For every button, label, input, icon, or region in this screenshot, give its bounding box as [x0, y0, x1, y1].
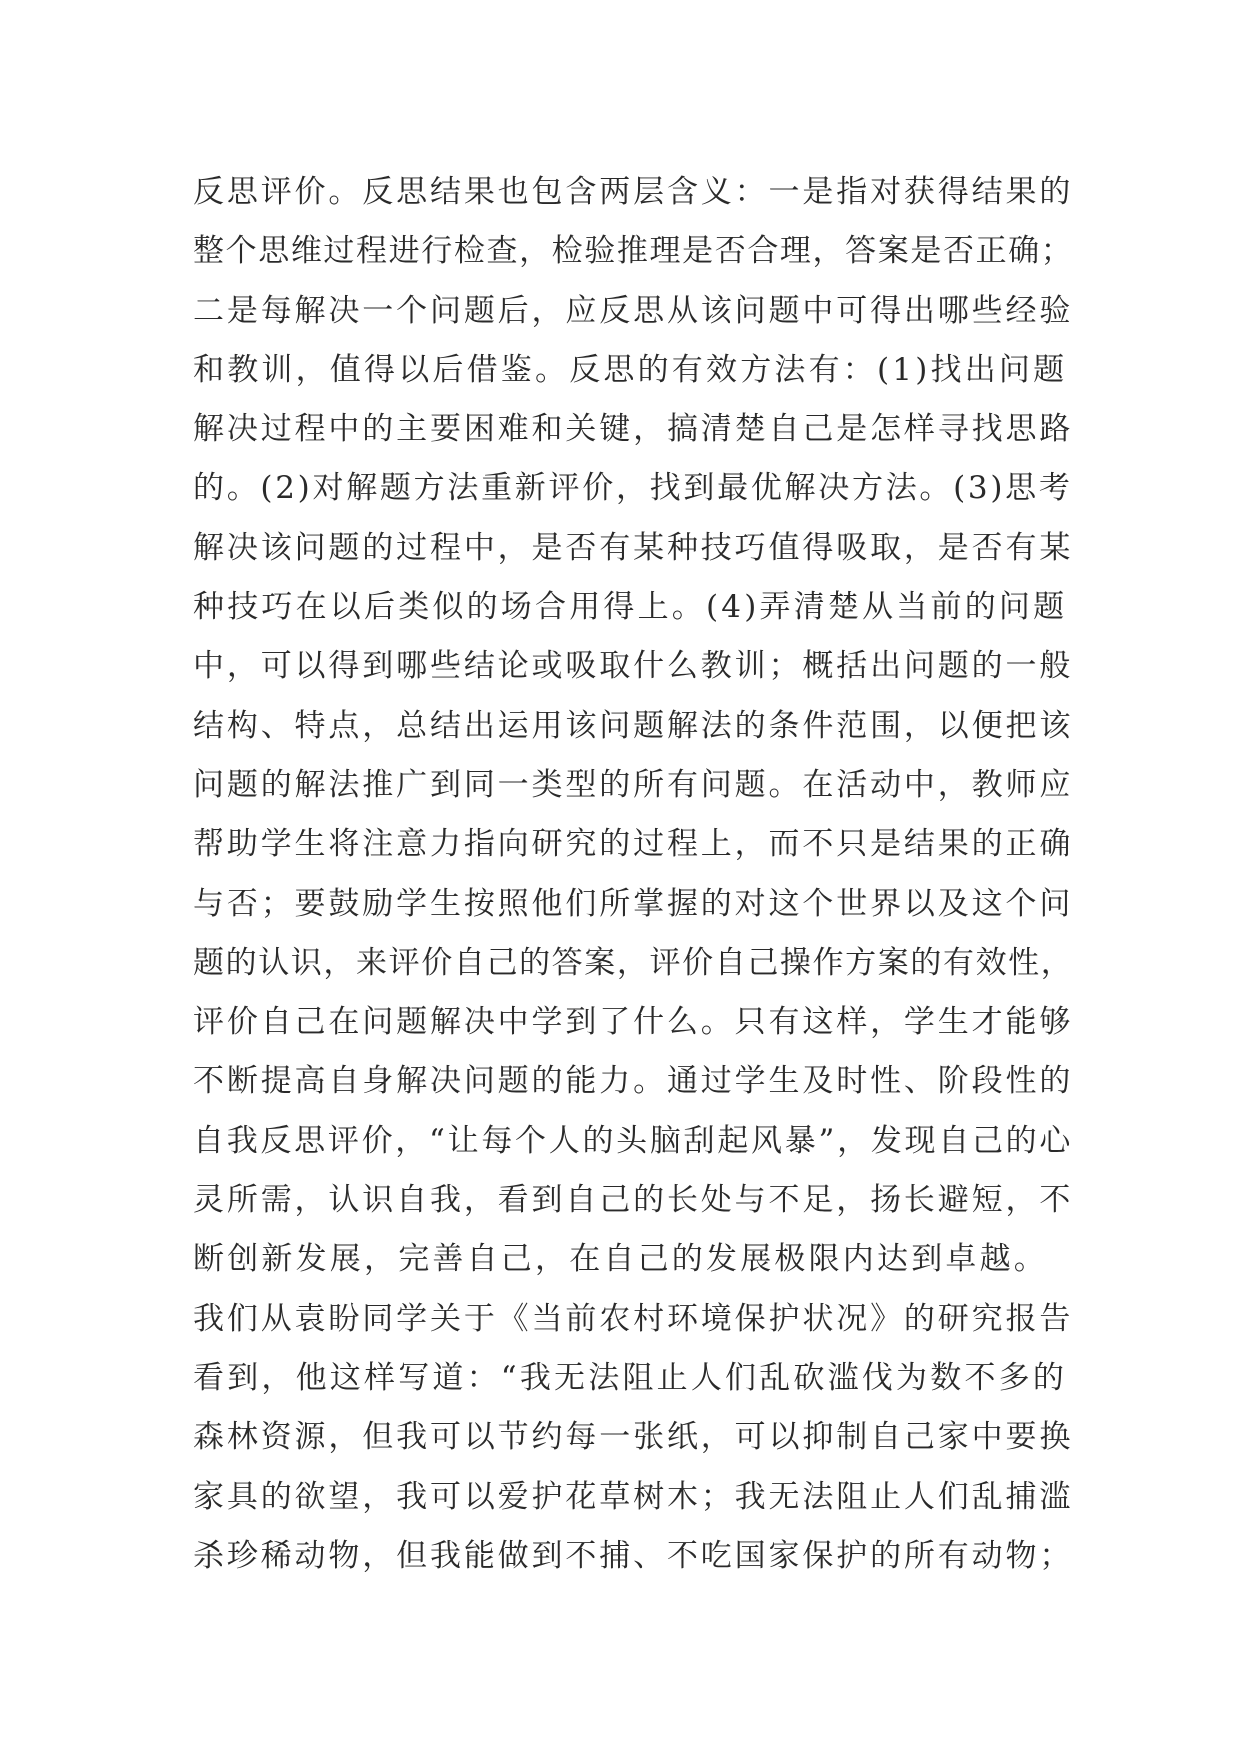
text-line: 二是每解决一个问题后，应反思从该问题中可得出哪些经验 — [193, 292, 1074, 329]
text-line: 家具的欲望，我可以爱护花草树木；我无法阻止人们乱捕滥 — [193, 1478, 1074, 1515]
text-line: 的。(2)对解题方法重新评价，找到最优解决方法。(3)思考 — [193, 470, 1073, 507]
body-text — [193, 163, 1073, 1586]
text-line: 评价自己在问题解决中学到了什么。只有这样，学生才能够 — [193, 1004, 1074, 1041]
text-line: 断创新发展，完善自己，在自己的发展极限内达到卓越。 — [193, 1241, 1048, 1278]
text-line: 和教训，值得以后借鉴。反思的有效方法有：(1)找出问题 — [193, 351, 1068, 388]
text-line: 帮助学生将注意力指向研究的过程上，而不只是结果的正确 — [193, 826, 1074, 863]
text-line: 整个思维过程进行检查，检验推理是否合理，答案是否正确； — [193, 233, 1074, 270]
text-line: 中，可以得到哪些结论或吸取什么教训；概括出问题的一般 — [193, 648, 1074, 685]
text-line: 结构、特点，总结出运用该问题解法的条件范围，以便把该 — [193, 707, 1074, 744]
text-line: 与否；要鼓励学生按照他们所掌握的对这个世界以及这个问 — [193, 885, 1074, 922]
text-line: 灵所需，认识自我，看到自己的长处与不足，扬长避短，不 — [193, 1182, 1074, 1219]
text-line: 自我反思评价，“让每个人的头脑刮起风暴”，发现自己的心 — [193, 1122, 1074, 1159]
text-line: 问题的解法推广到同一类型的所有问题。在活动中，教师应 — [193, 766, 1074, 803]
text-line: 我们从袁盼同学关于《当前农村环境保护状况》的研究报告 — [193, 1300, 1074, 1337]
text-line: 种技巧在以后类似的场合用得上。(4)弄清楚从当前的问题 — [193, 589, 1068, 626]
text-line: 反思评价。反思结果也包含两层含义：一是指对获得结果的 — [193, 174, 1074, 210]
text-line: 不断提高自身解决问题的能力。通过学生及时性、阶段性的 — [193, 1063, 1074, 1100]
text-line: 杀珍稀动物，但我能做到不捕、不吃国家保护的所有动物； — [193, 1537, 1074, 1574]
text-line: 解决该问题的过程中，是否有某种技巧值得吸取，是否有某 — [193, 529, 1074, 566]
text-line: 森林资源，但我可以节约每一张纸，可以抑制自己家中要换 — [193, 1419, 1074, 1456]
text-line: 题的认识，来评价自己的答案，评价自己操作方案的有效性， — [193, 944, 1074, 981]
text-line: 解决过程中的主要困难和关键，搞清楚自己是怎样寻找思路 — [193, 411, 1074, 448]
text-line: 看到，他这样写道：“我无法阻止人们乱砍滥伐为数不多的 — [193, 1359, 1068, 1396]
